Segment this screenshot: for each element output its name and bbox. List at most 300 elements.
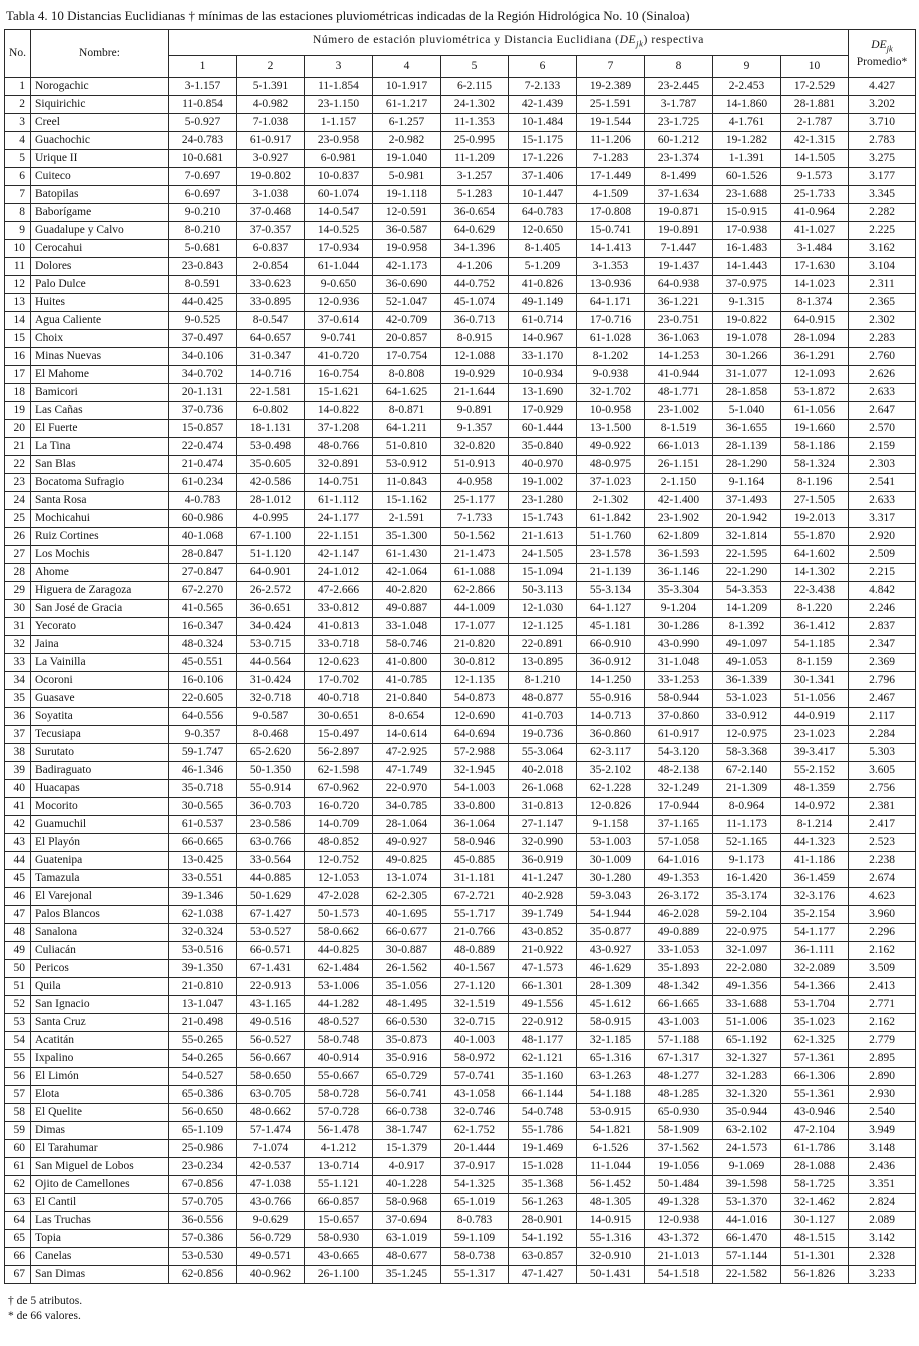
cell-station-name: Urique II (31, 150, 169, 168)
cell-distance: 55-3.064 (509, 744, 577, 762)
table-row (5, 276, 916, 294)
cell-distance: 25-1.177 (441, 492, 509, 510)
cell-distance: 51-1.760 (577, 528, 645, 546)
cell-distance: 36-0.587 (373, 222, 441, 240)
cell-promedio: 2.895 (849, 1050, 916, 1068)
cell-distance: 48-0.527 (305, 1014, 373, 1032)
cell-distance: 32-0.910 (577, 1248, 645, 1266)
cell-distance: 54-1.188 (577, 1086, 645, 1104)
cell-station-name: Baborígame (31, 204, 169, 222)
header-no: No. (5, 30, 31, 78)
cell-station-name: El Tarahumar (31, 1140, 169, 1158)
cell-distance: 14-1.250 (577, 672, 645, 690)
cell-distance: 10-1.917 (373, 78, 441, 96)
cell-station-name: El Fuerte (31, 420, 169, 438)
cell-distance: 4-1.206 (441, 258, 509, 276)
cell-distance: 17-2.529 (781, 78, 849, 96)
cell-distance: 14-0.716 (237, 366, 305, 384)
cell-row-number: 45 (5, 870, 31, 888)
header-station-col: 6 (509, 56, 577, 78)
cell-distance: 40-0.718 (305, 690, 373, 708)
cell-distance: 17-0.702 (305, 672, 373, 690)
cell-distance: 41-1.247 (509, 870, 577, 888)
cell-distance: 41-0.800 (373, 654, 441, 672)
cell-distance: 49-0.927 (373, 834, 441, 852)
cell-distance: 11-1.353 (441, 114, 509, 132)
cell-station-name: Batopilas (31, 186, 169, 204)
cell-distance: 48-2.138 (645, 762, 713, 780)
cell-distance: 47-2.104 (781, 1122, 849, 1140)
cell-distance: 36-1.111 (781, 942, 849, 960)
cell-distance: 36-0.654 (441, 204, 509, 222)
cell-distance: 35-0.840 (509, 438, 577, 456)
cell-distance: 11-1.206 (577, 132, 645, 150)
table-row (5, 132, 916, 150)
table-row (5, 492, 916, 510)
cell-row-number: 35 (5, 690, 31, 708)
cell-distance: 37-1.406 (509, 168, 577, 186)
cell-distance: 59-1.109 (441, 1230, 509, 1248)
cell-distance: 37-0.860 (645, 708, 713, 726)
cell-distance: 15-0.657 (305, 1212, 373, 1230)
cell-distance: 2-2.453 (713, 78, 781, 96)
cell-distance: 64-0.915 (781, 312, 849, 330)
footnotes (8, 1294, 915, 1324)
cell-distance: 15-1.379 (373, 1140, 441, 1158)
cell-distance: 43-0.946 (781, 1104, 849, 1122)
cell-distance: 66-1.013 (645, 438, 713, 456)
cell-distance: 56-2.897 (305, 744, 373, 762)
cell-row-number: 49 (5, 942, 31, 960)
cell-distance: 15-0.857 (169, 420, 237, 438)
cell-distance: 43-0.927 (577, 942, 645, 960)
cell-row-number: 26 (5, 528, 31, 546)
cell-distance: 21-0.922 (509, 942, 577, 960)
cell-row-number: 23 (5, 474, 31, 492)
cell-station-name: Higuera de Zaragoza (31, 582, 169, 600)
cell-distance: 55-1.786 (509, 1122, 577, 1140)
cell-distance: 26-1.562 (373, 960, 441, 978)
cell-distance: 40-1.695 (373, 906, 441, 924)
cell-distance: 36-0.703 (237, 798, 305, 816)
cell-distance: 35-1.056 (373, 978, 441, 996)
cell-station-name: El Varejonal (31, 888, 169, 906)
cell-row-number: 24 (5, 492, 31, 510)
cell-row-number: 7 (5, 186, 31, 204)
cell-distance: 67-0.962 (305, 780, 373, 798)
cell-distance: 33-0.812 (305, 600, 373, 618)
cell-distance: 55-0.914 (237, 780, 305, 798)
table-row (5, 204, 916, 222)
cell-distance: 58-0.662 (305, 924, 373, 942)
cell-distance: 66-1.665 (645, 996, 713, 1014)
cell-distance: 43-1.165 (237, 996, 305, 1014)
cell-station-name: Cerocahui (31, 240, 169, 258)
cell-distance: 1-1.157 (305, 114, 373, 132)
cell-station-name: San Miguel de Lobos (31, 1158, 169, 1176)
cell-distance: 3-1.787 (645, 96, 713, 114)
cell-distance: 65-0.386 (169, 1086, 237, 1104)
cell-distance: 55-1.717 (441, 906, 509, 924)
cell-row-number: 19 (5, 402, 31, 420)
cell-distance: 37-1.562 (645, 1140, 713, 1158)
header-station-col: 1 (169, 56, 237, 78)
cell-distance: 47-1.749 (373, 762, 441, 780)
cell-distance: 58-0.968 (373, 1194, 441, 1212)
cell-distance: 31-1.048 (645, 654, 713, 672)
footnote-asterisk: * de 66 valores. (8, 1310, 81, 1322)
cell-distance: 17-0.754 (373, 348, 441, 366)
cell-distance: 13-0.936 (577, 276, 645, 294)
cell-row-number: 64 (5, 1212, 31, 1230)
cell-distance: 28-1.064 (373, 816, 441, 834)
cell-distance: 10-0.958 (577, 402, 645, 420)
cell-row-number: 47 (5, 906, 31, 924)
cell-promedio: 2.162 (849, 1014, 916, 1032)
cell-distance: 64-1.211 (373, 420, 441, 438)
cell-distance: 51-0.810 (373, 438, 441, 456)
cell-station-name: Siquirichic (31, 96, 169, 114)
cell-distance: 64-1.127 (577, 600, 645, 618)
cell-distance: 58-1.324 (781, 456, 849, 474)
cell-distance: 55-2.152 (781, 762, 849, 780)
cell-distance: 56-0.527 (237, 1032, 305, 1050)
cell-distance: 41-0.826 (509, 276, 577, 294)
cell-row-number: 2 (5, 96, 31, 114)
cell-distance: 35-2.102 (577, 762, 645, 780)
table-row (5, 1266, 916, 1284)
cell-distance: 20-0.857 (373, 330, 441, 348)
cell-distance: 3-1.038 (237, 186, 305, 204)
cell-distance: 49-0.887 (373, 600, 441, 618)
cell-station-name: Jaina (31, 636, 169, 654)
cell-distance: 12-1.125 (509, 618, 577, 636)
cell-distance: 58-0.738 (441, 1248, 509, 1266)
cell-distance: 35-1.300 (373, 528, 441, 546)
cell-distance: 13-0.895 (509, 654, 577, 672)
cell-row-number: 15 (5, 330, 31, 348)
cell-distance: 8-0.783 (441, 1212, 509, 1230)
cell-distance: 66-1.470 (713, 1230, 781, 1248)
cell-distance: 11-1.854 (305, 78, 373, 96)
table-row (5, 726, 916, 744)
cell-distance: 49-1.556 (509, 996, 577, 1014)
cell-station-name: San José de Gracia (31, 600, 169, 618)
cell-promedio: 2.540 (849, 1104, 916, 1122)
cell-distance: 42-1.315 (781, 132, 849, 150)
cell-distance: 10-0.934 (509, 366, 577, 384)
cell-distance: 21-1.139 (577, 564, 645, 582)
cell-distance: 66-0.571 (237, 942, 305, 960)
cell-distance: 3-1.353 (577, 258, 645, 276)
cell-distance: 41-0.565 (169, 600, 237, 618)
cell-distance: 19-0.736 (509, 726, 577, 744)
cell-distance: 15-1.175 (509, 132, 577, 150)
cell-distance: 36-1.339 (713, 672, 781, 690)
cell-row-number: 20 (5, 420, 31, 438)
table-row (5, 330, 916, 348)
table-row (5, 1104, 916, 1122)
cell-distance: 24-1.302 (441, 96, 509, 114)
cell-distance: 30-1.280 (577, 870, 645, 888)
cell-distance: 5-0.927 (169, 114, 237, 132)
cell-row-number: 40 (5, 780, 31, 798)
cell-distance: 2-1.591 (373, 510, 441, 528)
cell-distance: 12-0.623 (305, 654, 373, 672)
cell-distance: 63-1.019 (373, 1230, 441, 1248)
header-station-col: 7 (577, 56, 645, 78)
cell-row-number: 18 (5, 384, 31, 402)
cell-station-name: Guadalupe y Calvo (31, 222, 169, 240)
cell-distance: 48-0.677 (373, 1248, 441, 1266)
cell-distance: 54-1.185 (781, 636, 849, 654)
cell-distance: 23-1.023 (781, 726, 849, 744)
cell-distance: 48-1.277 (645, 1068, 713, 1086)
cell-distance: 55-0.916 (577, 690, 645, 708)
cell-distance: 14-0.822 (305, 402, 373, 420)
cell-distance: 40-2.820 (373, 582, 441, 600)
cell-promedio: 3.142 (849, 1230, 916, 1248)
cell-distance: 28-1.881 (781, 96, 849, 114)
cell-distance: 52-1.165 (713, 834, 781, 852)
cell-row-number: 59 (5, 1122, 31, 1140)
cell-distance: 13-1.074 (373, 870, 441, 888)
cell-distance: 25-1.591 (577, 96, 645, 114)
cell-distance: 47-2.666 (305, 582, 373, 600)
cell-station-name: Bocatoma Sufragio (31, 474, 169, 492)
cell-distance: 51-0.913 (441, 456, 509, 474)
cell-distance: 32-1.327 (713, 1050, 781, 1068)
cell-promedio: 2.509 (849, 546, 916, 564)
cell-distance: 37-0.468 (237, 204, 305, 222)
cell-distance: 39-3.417 (781, 744, 849, 762)
cell-distance: 35-1.023 (781, 1014, 849, 1032)
table-row (5, 870, 916, 888)
cell-station-name: El Cantil (31, 1194, 169, 1212)
cell-distance: 34-0.424 (237, 618, 305, 636)
cell-promedio: 2.783 (849, 132, 916, 150)
cell-distance: 62-3.117 (577, 744, 645, 762)
cell-distance: 65-0.729 (373, 1068, 441, 1086)
cell-distance: 53-0.530 (169, 1248, 237, 1266)
cell-distance: 62-1.228 (577, 780, 645, 798)
cell-distance: 58-1.725 (781, 1176, 849, 1194)
cell-distance: 19-2.013 (781, 510, 849, 528)
cell-distance: 36-1.459 (781, 870, 849, 888)
cell-distance: 8-0.871 (373, 402, 441, 420)
cell-distance: 38-1.747 (373, 1122, 441, 1140)
cell-distance: 58-0.944 (645, 690, 713, 708)
table-row (5, 1068, 916, 1086)
cell-distance: 56-1.452 (577, 1176, 645, 1194)
table-row (5, 762, 916, 780)
cell-promedio: 2.328 (849, 1248, 916, 1266)
cell-promedio: 2.541 (849, 474, 916, 492)
cell-distance: 67-1.317 (645, 1050, 713, 1068)
cell-station-name: Guamuchil (31, 816, 169, 834)
table-row (5, 546, 916, 564)
cell-distance: 64-0.694 (441, 726, 509, 744)
cell-distance: 64-1.602 (781, 546, 849, 564)
cell-distance: 9-1.164 (713, 474, 781, 492)
cell-distance: 45-0.551 (169, 654, 237, 672)
cell-distance: 37-0.917 (441, 1158, 509, 1176)
cell-promedio: 2.284 (849, 726, 916, 744)
cell-distance: 22-1.581 (237, 384, 305, 402)
cell-distance: 26-3.172 (645, 888, 713, 906)
cell-distance: 49-0.825 (373, 852, 441, 870)
table-row (5, 924, 916, 942)
cell-distance: 35-1.368 (509, 1176, 577, 1194)
cell-distance: 23-1.578 (577, 546, 645, 564)
cell-distance: 44-1.009 (441, 600, 509, 618)
cell-distance: 28-1.088 (781, 1158, 849, 1176)
cell-row-number: 52 (5, 996, 31, 1014)
cell-station-name: Canelas (31, 1248, 169, 1266)
cell-distance: 21-1.473 (441, 546, 509, 564)
header-promedio (849, 30, 916, 78)
cell-distance: 32-1.097 (713, 942, 781, 960)
cell-distance: 58-0.915 (577, 1014, 645, 1032)
cell-distance: 34-1.396 (441, 240, 509, 258)
cell-distance: 44-1.323 (781, 834, 849, 852)
cell-promedio: 2.570 (849, 420, 916, 438)
cell-distance: 37-0.736 (169, 402, 237, 420)
cell-distance: 14-0.709 (305, 816, 373, 834)
cell-distance: 35-0.873 (373, 1032, 441, 1050)
table-row (5, 420, 916, 438)
cell-distance: 64-0.938 (645, 276, 713, 294)
cell-distance: 57-2.988 (441, 744, 509, 762)
cell-distance: 67-1.431 (237, 960, 305, 978)
cell-distance: 60-1.526 (713, 168, 781, 186)
cell-distance: 58-0.930 (305, 1230, 373, 1248)
distance-table (4, 29, 916, 1284)
cell-row-number: 41 (5, 798, 31, 816)
cell-station-name: Las Cañas (31, 402, 169, 420)
cell-distance: 44-0.752 (441, 276, 509, 294)
cell-promedio: 2.302 (849, 312, 916, 330)
cell-distance: 35-1.160 (509, 1068, 577, 1086)
cell-row-number: 37 (5, 726, 31, 744)
cell-distance: 62-1.598 (305, 762, 373, 780)
table-row (5, 600, 916, 618)
cell-distance: 56-0.729 (237, 1230, 305, 1248)
cell-distance: 58-0.972 (441, 1050, 509, 1068)
cell-distance: 2-0.982 (373, 132, 441, 150)
cell-promedio: 2.282 (849, 204, 916, 222)
cell-promedio: 3.162 (849, 240, 916, 258)
cell-distance: 57-1.474 (237, 1122, 305, 1140)
table-row (5, 708, 916, 726)
cell-distance: 54-3.353 (713, 582, 781, 600)
cell-distance: 43-1.372 (645, 1230, 713, 1248)
cell-distance: 67-1.427 (237, 906, 305, 924)
cell-distance: 9-1.069 (713, 1158, 781, 1176)
cell-promedio: 2.215 (849, 564, 916, 582)
cell-row-number: 33 (5, 654, 31, 672)
cell-distance: 3-0.927 (237, 150, 305, 168)
cell-distance: 43-0.766 (237, 1194, 305, 1212)
cell-distance: 64-0.629 (441, 222, 509, 240)
cell-row-number: 34 (5, 672, 31, 690)
cell-distance: 6-1.257 (373, 114, 441, 132)
cell-distance: 11-1.044 (577, 1158, 645, 1176)
cell-distance: 47-2.925 (373, 744, 441, 762)
cell-distance: 32-1.249 (645, 780, 713, 798)
cell-distance: 9-0.741 (305, 330, 373, 348)
cell-distance: 64-0.556 (169, 708, 237, 726)
cell-distance: 9-1.204 (645, 600, 713, 618)
cell-distance: 8-0.964 (713, 798, 781, 816)
cell-distance: 30-1.341 (781, 672, 849, 690)
cell-distance: 54-0.748 (509, 1104, 577, 1122)
cell-distance: 49-1.053 (713, 654, 781, 672)
cell-distance: 9-1.357 (441, 420, 509, 438)
cell-distance: 58-3.368 (713, 744, 781, 762)
cell-promedio: 2.824 (849, 1194, 916, 1212)
cell-distance: 33-1.053 (645, 942, 713, 960)
cell-distance: 23-0.958 (305, 132, 373, 150)
cell-distance: 59-2.104 (713, 906, 781, 924)
cell-distance: 41-1.186 (781, 852, 849, 870)
cell-distance: 9-0.525 (169, 312, 237, 330)
cell-distance: 53-0.498 (237, 438, 305, 456)
cell-distance: 12-0.752 (305, 852, 373, 870)
cell-row-number: 62 (5, 1176, 31, 1194)
cell-distance: 44-0.564 (237, 654, 305, 672)
cell-distance: 7-1.038 (237, 114, 305, 132)
cell-distance: 19-0.891 (645, 222, 713, 240)
cell-distance: 40-2.928 (509, 888, 577, 906)
cell-distance: 61-1.786 (781, 1140, 849, 1158)
cell-distance: 33-1.048 (373, 618, 441, 636)
cell-distance: 23-1.150 (305, 96, 373, 114)
cell-distance: 22-1.595 (713, 546, 781, 564)
cell-promedio: 2.296 (849, 924, 916, 942)
cell-distance: 8-0.210 (169, 222, 237, 240)
cell-row-number: 17 (5, 366, 31, 384)
table-row (5, 978, 916, 996)
cell-distance: 53-1.003 (577, 834, 645, 852)
cell-station-name: Cuiteco (31, 168, 169, 186)
cell-distance: 48-1.305 (577, 1194, 645, 1212)
cell-distance: 54-3.120 (645, 744, 713, 762)
table-row (5, 222, 916, 240)
cell-distance: 60-0.986 (169, 510, 237, 528)
cell-distance: 21-1.013 (645, 1248, 713, 1266)
header-station-col: 8 (645, 56, 713, 78)
table-row (5, 240, 916, 258)
cell-distance: 13-1.690 (509, 384, 577, 402)
cell-distance: 27-1.120 (441, 978, 509, 996)
cell-station-name: Tecusiapa (31, 726, 169, 744)
cell-distance: 21-0.840 (373, 690, 441, 708)
cell-station-name: Norogachic (31, 78, 169, 96)
cell-distance: 53-1.872 (781, 384, 849, 402)
cell-distance: 57-1.188 (645, 1032, 713, 1050)
cell-distance: 22-3.438 (781, 582, 849, 600)
header-group-prefix: Número de estación pluviométrica y Distancia Euclidiana ( (313, 34, 620, 47)
cell-promedio: 2.283 (849, 330, 916, 348)
cell-distance: 28-0.901 (509, 1212, 577, 1230)
cell-distance: 30-1.266 (713, 348, 781, 366)
cell-distance: 22-1.290 (713, 564, 781, 582)
cell-distance: 24-1.012 (305, 564, 373, 582)
cell-distance: 61-1.842 (577, 510, 645, 528)
cell-distance: 59-1.747 (169, 744, 237, 762)
cell-distance: 12-1.135 (441, 672, 509, 690)
